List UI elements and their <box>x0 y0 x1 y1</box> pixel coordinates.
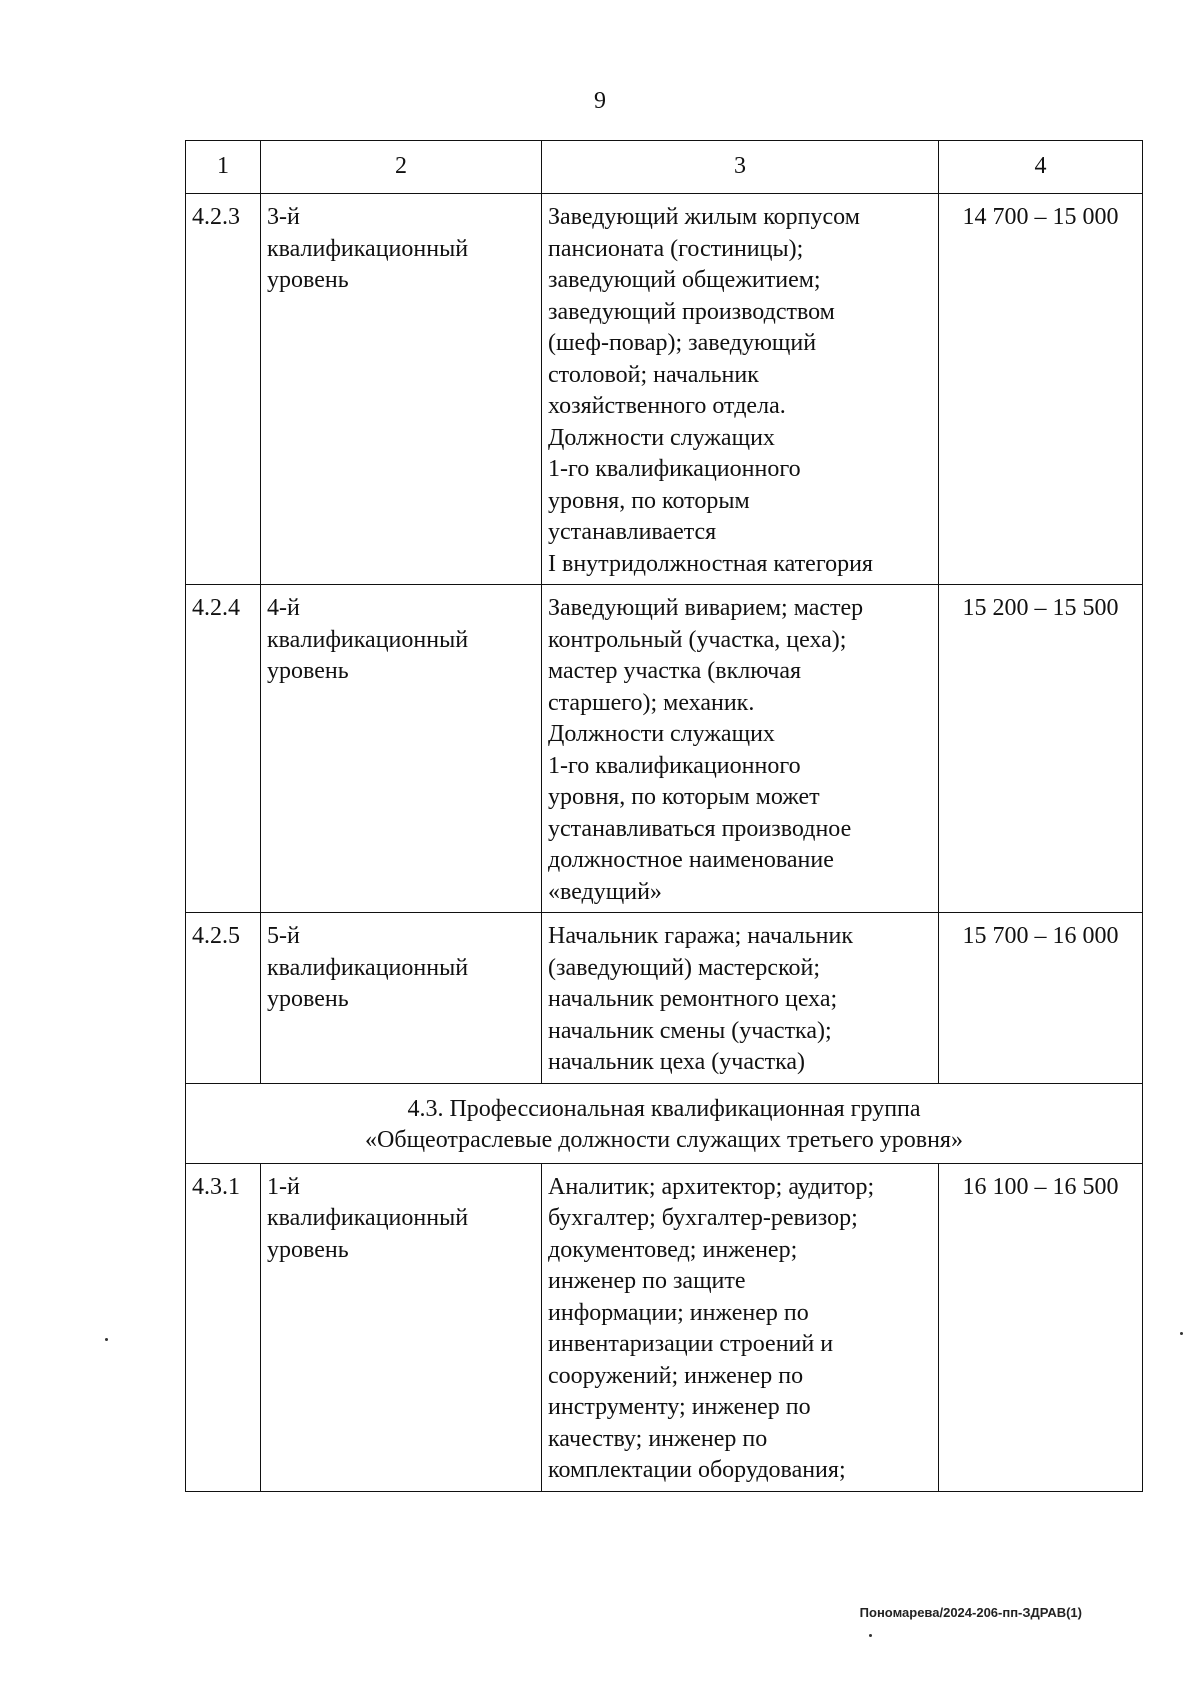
row-number: 4.2.5 <box>186 913 261 1084</box>
positions-list: Заведующий жилым корпусом пансионата (гостиницы); заведующий общежитием; заведующий производством (шеф-повар); заведующий столовой; начальник хозяйственного отдела. Должности служащих 1-го квалификационного уровня, по которым устанавливается I внутридолжностная категория <box>542 194 939 585</box>
row-number: 4.2.3 <box>186 194 261 585</box>
positions-list: Заведующий виварием; мастер контрольный (участка, цеха); мастер участка (включая старшего); механик. Должности служащих 1-го квалификационного уровня, по которым может устанавливаться производное должностное наименование «ведущий» <box>542 585 939 913</box>
header-col-3: 3 <box>542 141 939 194</box>
qualification-level: 5-й квалификационный уровень <box>261 913 542 1084</box>
salary-range: 16 100 – 16 500 <box>939 1163 1143 1491</box>
table-row <box>186 1163 1143 1491</box>
scan-speck <box>869 1634 872 1637</box>
scan-speck <box>1180 1332 1183 1335</box>
salary-range: 15 700 – 16 000 <box>939 913 1143 1084</box>
table-row <box>186 194 1143 585</box>
document-stamp: Пономарева/2024-206-пп-ЗДРАВ(1) <box>859 1605 1082 1620</box>
salary-range: 15 200 – 15 500 <box>939 585 1143 913</box>
qualification-level: 4-й квалификационный уровень <box>261 585 542 913</box>
salary-table <box>185 140 1143 1492</box>
header-col-4: 4 <box>939 141 1143 194</box>
table-row <box>186 585 1143 913</box>
header-col-2: 2 <box>261 141 542 194</box>
positions-list: Аналитик; архитектор; аудитор; бухгалтер; бухгалтер-ревизор; документовед; инженер; инженер по защите информации; инженер по инвентаризации строений и сооружений; инженер по инструменту; инженер по качеству; инженер по комплектации оборудования; <box>542 1163 939 1491</box>
row-number: 4.2.4 <box>186 585 261 913</box>
table-header-row <box>186 141 1143 194</box>
group-heading-row <box>186 1083 1143 1163</box>
scan-speck <box>105 1338 108 1341</box>
row-number: 4.3.1 <box>186 1163 261 1491</box>
page-number: 9 <box>594 88 606 114</box>
positions-list: Начальник гаража; начальник (заведующий) мастерской; начальник ремонтного цеха; начальник смены (участка); начальник цеха (участка) <box>542 913 939 1084</box>
qualification-level: 3-й квалификационный уровень <box>261 194 542 585</box>
table-row <box>186 913 1143 1084</box>
qualification-level: 1-й квалификационный уровень <box>261 1163 542 1491</box>
header-col-1: 1 <box>186 141 261 194</box>
salary-range: 14 700 – 15 000 <box>939 194 1143 585</box>
group-heading: 4.3. Профессиональная квалификационная группа «Общеотраслевые должности служащих третьего уровня» <box>186 1083 1143 1163</box>
